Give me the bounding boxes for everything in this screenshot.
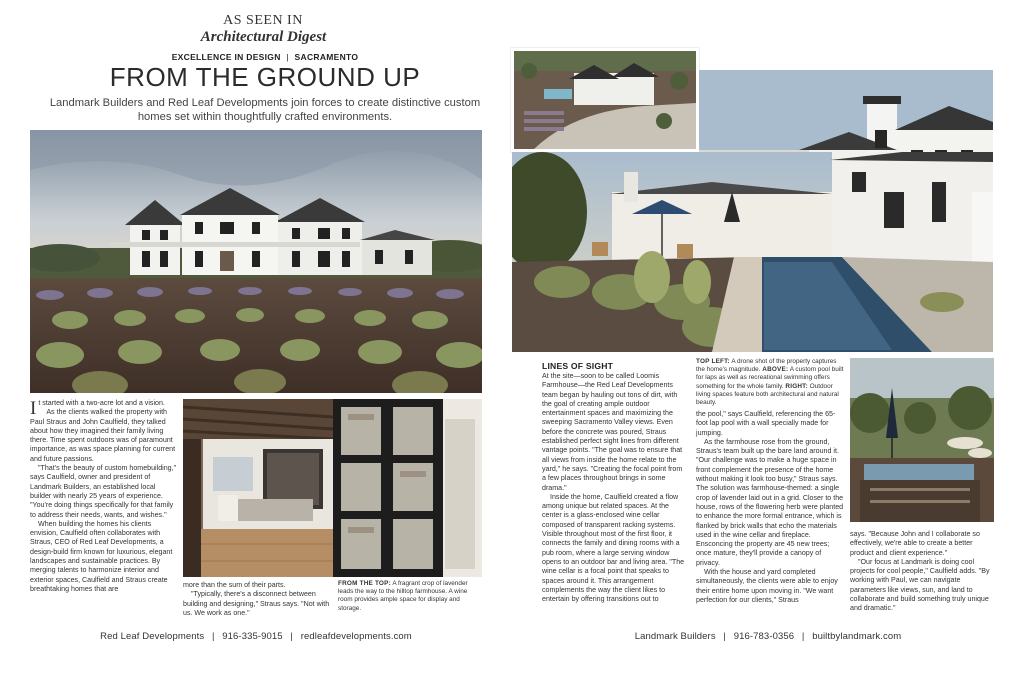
drone-aerial-photo xyxy=(511,48,699,152)
caption-left xyxy=(338,580,482,613)
drop-cap: I xyxy=(30,398,37,419)
city-label: SACRAMENTO xyxy=(294,52,359,62)
column-1-paragraph-2: "That's the beauty of custom homebuilding," says Caulfield, owner and president of Landmark Builders, an established local builder with nearly 25 years of experience. "You're doing things specifically for that family to address their needs, wants, and wishes." xyxy=(30,464,177,519)
footer-left-url: redleafdevelopments.com xyxy=(300,631,412,642)
column-2-paragraph-1: more than the sum of their parts. xyxy=(183,581,286,589)
article-column-1 xyxy=(30,399,178,594)
article-column-3 xyxy=(542,361,688,604)
article-column-2 xyxy=(183,581,333,618)
as-seen-in: AS SEEN IN xyxy=(223,13,303,28)
deck: Landmark Builders and Red Leaf Developments join forces to create distinctive custom homes set within thoughtfully crafted environments. xyxy=(49,97,481,123)
category-line xyxy=(150,52,380,62)
section-subhead: LINES OF SIGHT xyxy=(542,361,614,371)
column-3-paragraph-2: Inside the home, Caulfield created a flow among unique but related spaces. At the center is a glass-enclosed wine cellar composed of transparent racking systems. Visible throughout most of the first floor, it connects the family and dining rooms with a pub room, where a large serving window opens to an outdoor bar and living area. "The wine cellar is a focal point that speaks to spaces around it. This arrangement complements the way the client likes to entertain by offering transitions out to xyxy=(542,492,685,604)
caption-right-text-2: A custom pool built for laps as well as recreational swimming offers something for the whole family. xyxy=(696,366,844,390)
footer-right-company: Landmark Builders xyxy=(634,631,716,642)
footer-left-phone: 916-335-9015 xyxy=(222,631,283,642)
footer-left-sep-1: | xyxy=(211,631,215,642)
column-4-paragraph-2: As the farmhouse rose from the ground, Straus's team built up the bare land around it. "Our challenge was to make a huge space in front complement the presence of the home without making it look too busy," Straus says. The solution was farmhouse-themed: a single crop of lavender laid out in a grid. Closer to the house, rows of the flowering herb were planted to enhance the more formal entrance, which is flanked by brick walls that echo the materials used in the wine cellar and fireplace. Ensconcing the property are 45 new trees; once mature, they'll provide a canopy of privacy. xyxy=(696,437,844,567)
column-1-paragraph-3: When building the homes his clients envision, Caulfield often collaborates with Straus, CEO of Red Leaf Developments, a design-build firm known for luxurious, elegant landscapes and sustainable practices. By merging talents to harmonize interior and exterior spaces, Caulfield and Straus create breathtaking homes that are xyxy=(30,519,173,593)
caption-right-text-3: Outdoor living spaces feature both architectural and natural beauty. xyxy=(696,382,839,407)
footer-right-sep-1: | xyxy=(723,631,726,642)
footer-right-phone: 916-783-0356 xyxy=(733,631,795,642)
outdoor-living-photo xyxy=(850,358,994,522)
footer-left-sep-2: | xyxy=(290,631,293,642)
footer-left-company: Red Leaf Developments xyxy=(100,631,205,642)
column-1-first-line: t started with a two-acre lot and a vision. xyxy=(38,399,165,407)
column-3-paragraph-1: At the site—soon to be called Loomis Farmhouse—the Red Leaf Developments team began by hauling out tons of dirt, with the goal of creating ample outdoor entertainment spaces and maximizing the sweeping Sacramento Valley views. Even before the concrete was poured, Straus established perfect sight lines from different vantage points. "The goal was to ensure that all views from inside the home relate to the yard," he says. "Creating the focal point from a few places throughout brings in some drama." xyxy=(542,372,683,492)
category-label: EXCELLENCE IN DESIGN xyxy=(171,52,281,62)
category-separator: | xyxy=(286,52,289,62)
caption-right xyxy=(696,358,844,407)
caption-right-lead-1: TOP LEFT: xyxy=(696,358,730,365)
footer-left xyxy=(30,631,482,642)
column-4-paragraph-3: With the house and yard completed simultaneously, the clients were able to enjoy their entire home upon moving in. "We want perfection for our clients," Straus xyxy=(696,568,838,604)
column-1-paragraph-1: As the clients walked the property with Paul Straus and John Caulfield, they talked about how they imagined their family living there. Time spent outdoors was of paramount importance, as was space planning for current and future passions. xyxy=(30,408,176,463)
wine-room-photo xyxy=(183,399,482,577)
column-4-paragraph-1: the pool," says Caulfield, referencing the 65-foot lap pool with a wall specially made for jumping. xyxy=(696,410,836,437)
headline: FROM THE GROUND UP xyxy=(109,62,421,92)
article-column-4 xyxy=(696,410,844,605)
caption-right-text-1: A drone shot of the property captures the home's magnitude. xyxy=(696,358,837,374)
lap-pool-photo xyxy=(512,152,993,352)
footer-right-sep-2: | xyxy=(801,631,805,642)
footer-right xyxy=(542,631,994,642)
caption-left-text: A fragrant crop of lavender leads the way to the hilltop farmhouse. A wine room provides ample space for display and storage. xyxy=(338,580,468,612)
hero-farmhouse-photo xyxy=(30,130,482,393)
caption-left-lead: FROM THE TOP: xyxy=(338,580,391,587)
caption-right-lead-2: ABOVE: xyxy=(762,366,789,374)
article-column-5 xyxy=(850,530,994,614)
publication-name: Architectural Digest xyxy=(200,29,327,45)
column-2-paragraph-2: "Typically, there's a disconnect between building and designing," Straus says. "Not with us. We work as one." xyxy=(183,590,330,617)
caption-right-lead-3: RIGHT: xyxy=(785,382,808,390)
column-5-paragraph-2: "Our focus at Landmark is doing cool projects for cool people," Caulfield adds. "By working with Paul, we can navigate parameters like views, sun, and land to collaborate and build something truly unique and dramatic." xyxy=(850,557,990,613)
footer-right-url: builtbylandmark.com xyxy=(812,631,902,642)
column-5-paragraph-1: says. "Because John and I collaborate so effectively, we're able to create a better product and client experience." xyxy=(850,530,980,557)
